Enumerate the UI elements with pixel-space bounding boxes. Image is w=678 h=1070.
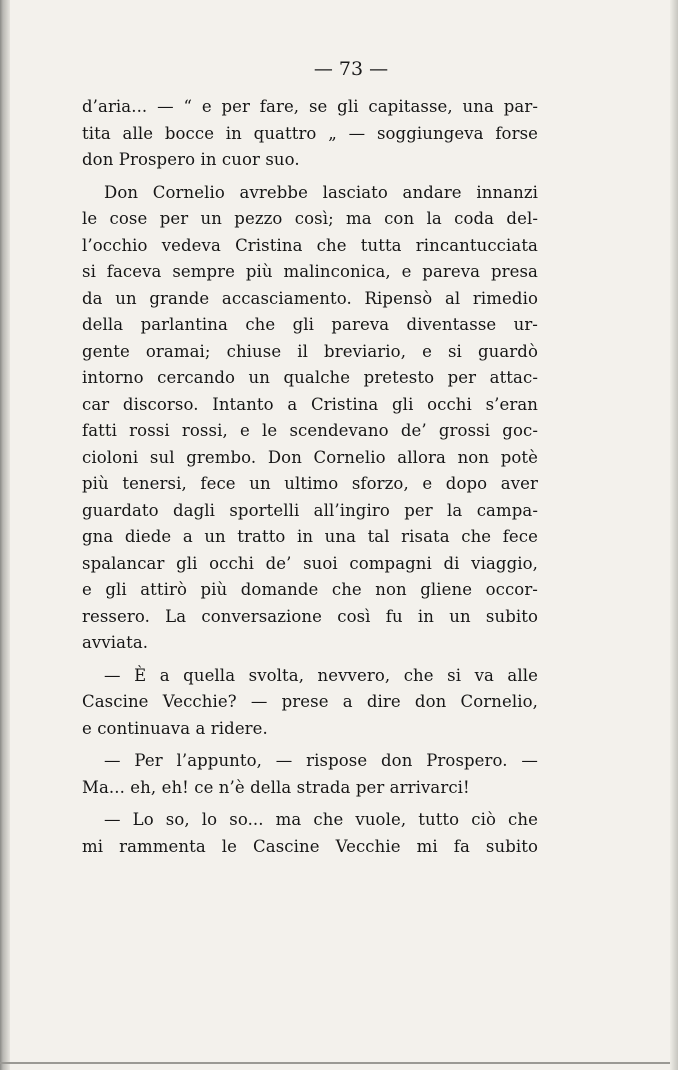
text-line: della parlantina che gli pareva diventasse ur- [82,315,538,334]
page-number: — 73 — [313,58,389,80]
text-line: l’occhio vedeva Cristina che tutta rincantucciata [82,235,538,255]
text-line: e gli attirò più domande che non gliene occor- [82,580,538,599]
text-line: da un grande accasciamento. Ripensò al rimedio [82,288,538,308]
paragraph-2 [82,180,538,657]
paragraph-5 [82,807,538,860]
text-line: spalancar gli occhi de’ suoi compagni di viaggio, [82,553,538,573]
text-line: tita alle bocce in quattro „ — soggiungeva forse [82,123,538,143]
paragraph-4 [82,748,538,801]
text-line: Ma... eh, eh! ce n’è della strada per arrivarci! [82,777,470,797]
text-line: car discorso. Intanto a Cristina gli occhi s’eran [82,394,538,414]
text-line: — Per l’appunto, — rispose don Prospero. — [104,751,538,770]
text-line: Cascine Vecchie? — prese a dire don Cornelio, [82,692,538,711]
page-bottom-edge [0,1062,678,1064]
text-line: — È a quella svolta, nevvero, che si va alle [104,665,538,685]
text-line: d’aria... — “ e per fare, se gli capitasse, una par- [82,97,538,116]
text-line: mi rammenta le Cascine Vecchie mi fa subito [82,836,538,856]
text-line: più tenersi, fece un ultimo sforzo, e dopo aver [82,474,538,493]
text-line: guardato dagli sportelli all’ingiro per la campa- [82,500,538,520]
text-line: gna diede a un tratto in una tal risata che fece [82,527,538,546]
text-line: ressero. La conversazione così fu in un subito [82,606,538,626]
paragraph-3 [82,663,538,743]
body-text [82,94,538,860]
text-line: cioloni sul grembo. Don Cornelio allora non potè [82,447,538,467]
text-line: intorno cercando un qualche pretesto per attac- [82,368,538,387]
text-line: si faceva sempre più malinconica, e pareva presa [82,262,538,281]
text-line: — Lo so, lo so... ma che vuole, tutto ciò che [104,810,538,829]
text-line: fatti rossi rossi, e le scendevano de’ grossi goc- [82,421,538,440]
text-line: le cose per un pezzo così; ma con la coda del- [82,209,538,228]
text-line: don Prospero in cuor suo. [82,150,300,169]
paragraph-1 [82,94,538,174]
text-line: e continuava a ridere. [82,718,268,738]
text-line: gente oramai; chiuse il breviario, e si guardò [82,341,538,361]
text-line: avviata. [82,633,149,652]
text-line: Don Cornelio avrebbe lasciato andare innanzi [104,182,538,202]
